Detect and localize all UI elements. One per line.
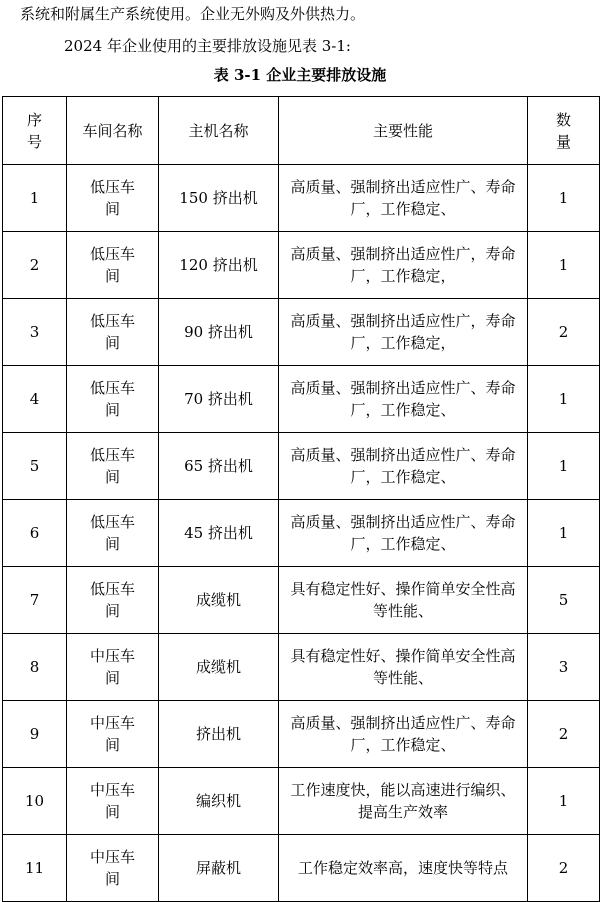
cell-quantity: 2 (528, 835, 600, 902)
cell-machine: 65 挤出机 (159, 433, 279, 500)
cell-no: 7 (3, 567, 67, 634)
cell-no: 3 (3, 299, 67, 366)
cell-machine: 90 挤出机 (159, 299, 279, 366)
cell-machine: 编织机 (159, 768, 279, 835)
cell-performance: 高质量、强制挤出适应性广，寿命厂，工作稳定， (279, 299, 528, 366)
table-header-row (3, 97, 600, 165)
cell-quantity: 1 (528, 433, 600, 500)
cell-machine: 150 挤出机 (159, 165, 279, 232)
cell-performance: 高质量、强制挤出适应性广、寿命厂，工作稳定、 (279, 165, 528, 232)
cell-no: 6 (3, 500, 67, 567)
intro-paragraph: 系统和附属生产系统使用。企业无外购及外供热力。 (20, 5, 366, 23)
cell-no: 4 (3, 366, 67, 433)
cell-no: 1 (3, 165, 67, 232)
cell-quantity: 1 (528, 500, 600, 567)
cell-quantity: 2 (528, 299, 600, 366)
table-row (3, 366, 600, 433)
cell-performance: 高质量、强制挤出适应性广、寿命厂，工作稳定、 (279, 701, 528, 768)
table-row (3, 768, 600, 835)
table-caption: 表 3-1 企业主要排放设施 (213, 66, 387, 84)
cell-workshop: 中压车间 (67, 835, 159, 902)
cell-quantity: 3 (528, 634, 600, 701)
cell-performance: 高质量、强制挤出适应性广、寿命厂，工作稳定、 (279, 500, 528, 567)
cell-no: 9 (3, 701, 67, 768)
cell-workshop: 低压车间 (67, 433, 159, 500)
cell-performance: 工作稳定效率高，速度快等特点 (279, 835, 528, 902)
table-row (3, 232, 600, 299)
table-row (3, 433, 600, 500)
cell-workshop: 低压车间 (67, 232, 159, 299)
cell-performance: 高质量、强制挤出适应性广、寿命厂，工作稳定、 (279, 433, 528, 500)
cell-workshop: 中压车间 (67, 634, 159, 701)
table-row (3, 165, 600, 232)
cell-quantity: 5 (528, 567, 600, 634)
cell-quantity: 1 (528, 768, 600, 835)
cell-no: 11 (3, 835, 67, 902)
cell-performance: 工作速度快，能以高速进行编织、提高生产效率 (279, 768, 528, 835)
cell-machine: 挤出机 (159, 701, 279, 768)
cell-machine: 70 挤出机 (159, 366, 279, 433)
cell-machine: 成缆机 (159, 567, 279, 634)
cell-no: 2 (3, 232, 67, 299)
table-row (3, 299, 600, 366)
cell-workshop: 中压车间 (67, 768, 159, 835)
cell-workshop: 低压车间 (67, 567, 159, 634)
cell-no: 8 (3, 634, 67, 701)
cell-quantity: 1 (528, 165, 600, 232)
header-performance: 主要性能 (279, 97, 528, 165)
cell-performance: 具有稳定性好、操作简单安全性高等性能、 (279, 567, 528, 634)
table-row (3, 634, 600, 701)
cell-machine: 45 挤出机 (159, 500, 279, 567)
cell-quantity: 1 (528, 366, 600, 433)
header-quantity: 数量 (528, 97, 600, 165)
cell-machine: 屏蔽机 (159, 835, 279, 902)
table-lead-paragraph: 2024 年企业使用的主要排放设施见表 3-1: (64, 37, 351, 55)
cell-workshop: 低压车间 (67, 366, 159, 433)
header-machine: 主机名称 (159, 97, 279, 165)
cell-performance: 高质量、强制挤出适应性广，寿命厂，工作稳定， (279, 232, 528, 299)
cell-workshop: 中压车间 (67, 701, 159, 768)
cell-workshop: 低压车间 (67, 500, 159, 567)
cell-workshop: 低压车间 (67, 165, 159, 232)
cell-performance: 具有稳定性好、操作简单安全性高等性能、 (279, 634, 528, 701)
table-row (3, 835, 600, 902)
cell-machine: 成缆机 (159, 634, 279, 701)
table-row (3, 701, 600, 768)
cell-quantity: 1 (528, 232, 600, 299)
cell-performance: 高质量、强制挤出适应性广、寿命厂，工作稳定、 (279, 366, 528, 433)
table-row (3, 567, 600, 634)
table-row (3, 500, 600, 567)
emission-facilities-table (2, 96, 600, 902)
cell-machine: 120 挤出机 (159, 232, 279, 299)
cell-quantity: 2 (528, 701, 600, 768)
cell-workshop: 低压车间 (67, 299, 159, 366)
header-workshop: 车间名称 (67, 97, 159, 165)
cell-no: 10 (3, 768, 67, 835)
cell-no: 5 (3, 433, 67, 500)
header-no: 序号 (3, 97, 67, 165)
